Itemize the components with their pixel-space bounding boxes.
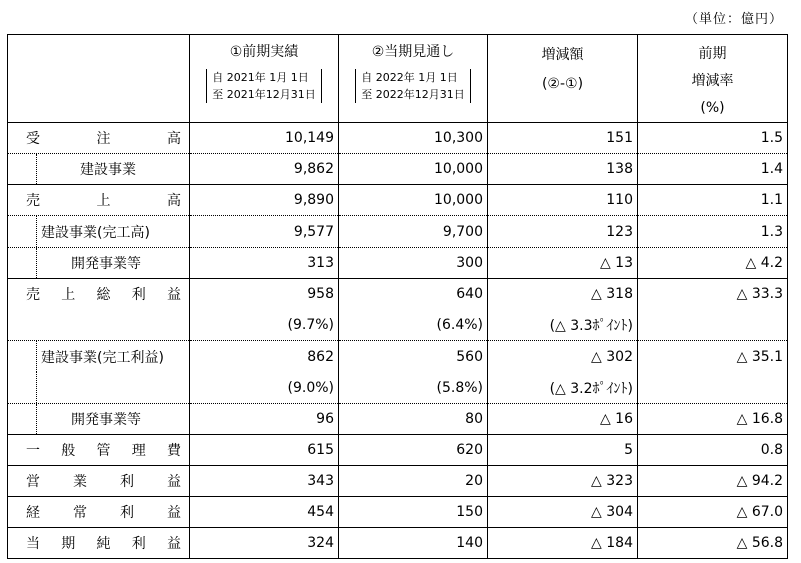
row-label [8,248,190,279]
cell-prev-margin: (9.7%) [190,310,339,341]
cell-curr: 9,700 [339,216,488,248]
header-curr-from: 自 2022年 1月 1日 [361,71,458,84]
cell-prev: 9,890 [190,185,339,216]
row-net-income [8,528,788,559]
header-rate-l3: (%) [700,100,725,116]
label-char: 理 [131,443,146,459]
label-char: 一 [26,443,40,459]
cell-diff: 5 [488,435,638,466]
row-sales-construction [8,216,788,248]
cell-diff: △ 304 [488,497,638,528]
cell-diff: 138 [488,154,638,185]
cell-rate: 1.4 [638,154,788,185]
row-label-blank [8,310,190,341]
header-rate-l1: 前期 [698,46,727,62]
cell-diff: △ 302 [488,341,638,373]
label-char: 常 [73,505,87,521]
cell-prev: 9,577 [190,216,339,248]
cell-prev: 324 [190,528,339,559]
cell-diff: △ 184 [488,528,638,559]
header-prev [190,35,339,123]
cell-prev: 96 [190,404,339,435]
header-prev-to: 至 2021年12月31日 [212,88,316,101]
row-gross-development [8,404,788,435]
cell-prev-margin: (9.0%) [190,372,339,404]
label-char: 注 [96,131,111,147]
label-spaced [8,533,189,553]
row-label [8,216,190,248]
label-char: 業 [73,474,87,490]
row-label [8,154,190,185]
label-char: 益 [167,505,181,521]
label-char: 利 [131,287,146,304]
cell-diff: 110 [488,185,638,216]
header-diff [488,35,638,123]
cell-prev: 958 [190,279,339,310]
header-curr-period [355,69,471,103]
row-gross-profit [8,279,788,310]
label-char: 期 [61,536,76,552]
label-char: 利 [131,536,146,552]
label-char: 上 [96,193,111,209]
label-char: 費 [167,443,181,459]
indent-guide [36,372,189,403]
cell-rate: 1.3 [638,216,788,248]
cell-rate: △ 4.2 [638,248,788,279]
label-char: 純 [96,536,111,552]
cell-curr: 10,000 [339,154,488,185]
row-operating-income [8,466,788,497]
label-char: 売 [26,193,40,209]
header-curr-title: ②当期見通し [371,44,455,60]
cell-diff: △ 13 [488,248,638,279]
header-curr-to: 至 2022年12月31日 [361,88,465,101]
row-label-blank [8,372,190,404]
label-char: 利 [120,474,134,490]
row-gross-construction [8,341,788,373]
row-label-text: 建設事業(完工高) [36,216,189,247]
cell-curr: 10,300 [339,123,488,154]
cell-prev: 862 [190,341,339,373]
label-char: 般 [61,443,76,459]
cell-prev: 10,149 [190,123,339,154]
unit-note: （単位：億円） [684,12,783,27]
cell-rate: △ 67.0 [638,497,788,528]
header-prev-from: 自 2021年 1月 1日 [212,71,309,84]
label-spaced [8,190,189,210]
label-char: 益 [167,474,181,490]
label-char: 益 [167,287,181,304]
row-sales-development [8,248,788,279]
cell-diff: △ 318 [488,279,638,310]
row-label [8,404,190,435]
label-spaced [8,502,189,522]
row-sales [8,185,788,216]
cell-prev: 343 [190,466,339,497]
forecast-table [7,34,788,559]
label-char: 上 [61,287,76,304]
header-blank [8,35,190,123]
label-char: 経 [26,505,40,521]
row-gross-profit-margin [8,310,788,341]
cell-prev: 454 [190,497,339,528]
row-label [8,435,190,466]
cell-rate: 0.8 [638,435,788,466]
label-spaced [8,471,189,491]
cell-prev: 615 [190,435,339,466]
label-char: 高 [167,131,181,147]
cell-rate: △ 35.1 [638,341,788,373]
label-spaced [8,284,189,304]
cell-curr: 20 [339,466,488,497]
header-diff-l1: 増減額 [541,47,584,63]
cell-diff: 151 [488,123,638,154]
cell-rate: △ 16.8 [638,404,788,435]
cell-curr: 300 [339,248,488,279]
cell-curr: 560 [339,341,488,373]
row-label [8,185,190,216]
header-rate [638,35,788,123]
header-diff-l2: (②-①) [541,76,584,92]
cell-diff: △ 323 [488,466,638,497]
cell-prev: 9,862 [190,154,339,185]
row-label-text: 建設事業 [36,154,189,184]
cell-rate: △ 56.8 [638,528,788,559]
label-char: 高 [167,193,181,209]
row-orders-construction [8,154,788,185]
row-label [8,279,190,310]
header-prev-period [206,69,322,103]
label-char: 当 [26,536,40,552]
cell-diff-points: (△ 3.2ﾎﾟｲﾝﾄ) [488,372,638,404]
cell-rate-blank [638,310,788,341]
label-char: 総 [96,287,111,304]
label-char: 管 [96,443,111,459]
cell-rate: 1.1 [638,185,788,216]
cell-curr: 640 [339,279,488,310]
header-curr [339,35,488,123]
label-char: 利 [120,505,134,521]
header-rate-l2: 増減率 [691,73,734,89]
row-label [8,341,190,373]
cell-diff: △ 16 [488,404,638,435]
label-char: 受 [26,131,40,147]
row-label [8,466,190,497]
cell-curr: 620 [339,435,488,466]
cell-diff-points: (△ 3.3ﾎﾟｲﾝﾄ) [488,310,638,341]
row-label-text: 建設事業(完工利益) [36,341,189,372]
cell-rate: △ 94.2 [638,466,788,497]
cell-curr: 80 [339,404,488,435]
header-prev-title: ①前期実績 [229,44,299,60]
row-label [8,497,190,528]
label-char: 売 [26,287,40,304]
label-char: 営 [26,474,40,490]
row-orders [8,123,788,154]
row-label [8,528,190,559]
cell-curr: 140 [339,528,488,559]
row-gross-construction-margin [8,372,788,404]
label-char: 益 [167,536,181,552]
cell-curr: 150 [339,497,488,528]
cell-rate-blank [638,372,788,404]
row-label-text: 開発事業等 [36,248,189,278]
cell-rate: 1.5 [638,123,788,154]
label-spaced [8,128,189,148]
header-row [8,35,788,123]
cell-curr-margin: (5.8%) [339,372,488,404]
row-sga [8,435,788,466]
row-label-text: 開発事業等 [36,404,189,434]
cell-diff: 123 [488,216,638,248]
label-spaced [8,440,189,460]
cell-prev: 313 [190,248,339,279]
row-ordinary-income [8,497,788,528]
cell-curr-margin: (6.4%) [339,310,488,341]
cell-rate: △ 33.3 [638,279,788,310]
row-label [8,123,190,154]
cell-curr: 10,000 [339,185,488,216]
